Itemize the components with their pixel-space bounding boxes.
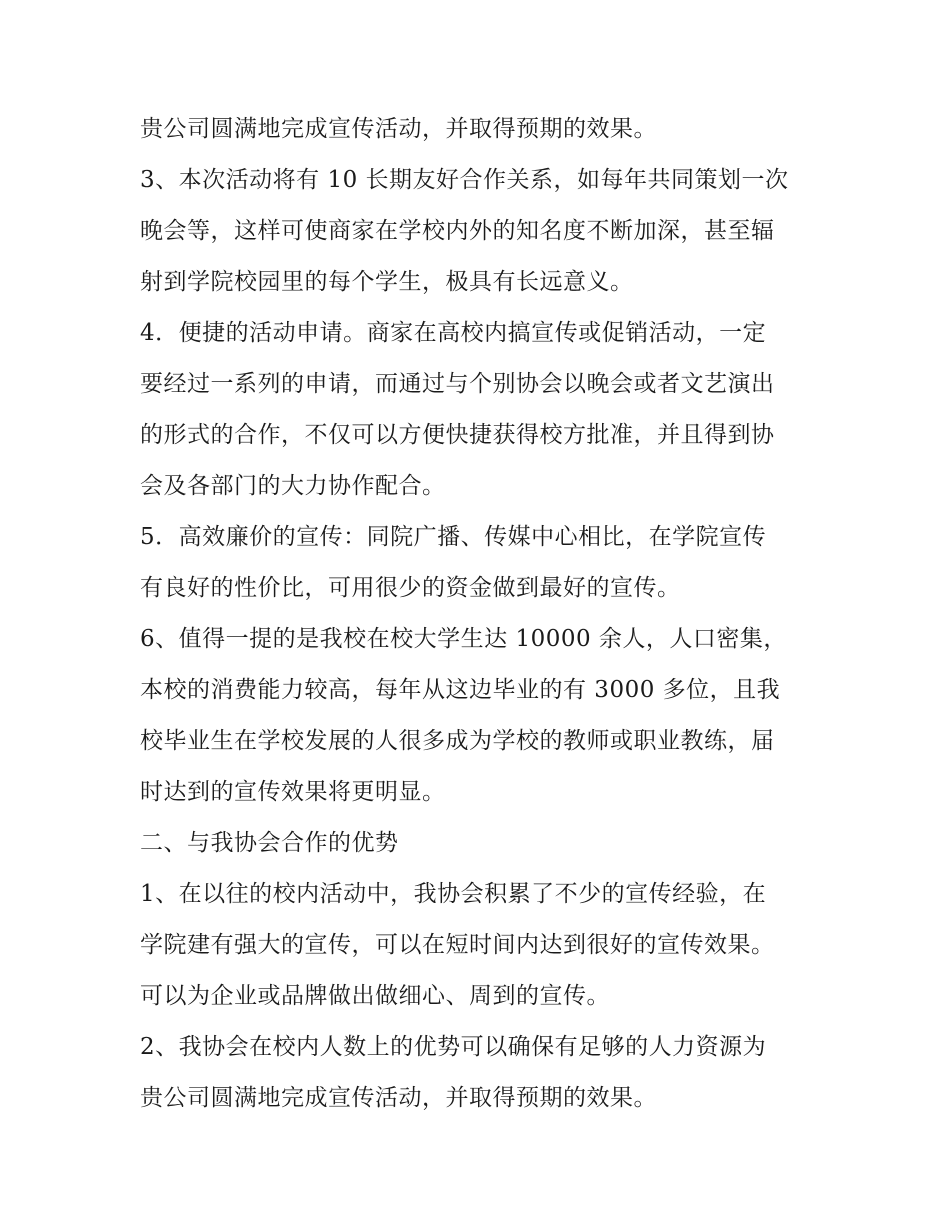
text-line: 5．高效廉价的宣传：同院广播、传媒中心相比，在学院宣传 xyxy=(140,524,767,550)
document-body xyxy=(140,104,830,1124)
text-line: 时达到的宣传效果将更明显。 xyxy=(140,779,446,805)
text-line: 可以为企业或品牌做出做细心、周到的宣传。 xyxy=(140,983,610,1009)
section-heading: 二、与我协会合作的优势 xyxy=(140,830,399,856)
text-line: 贵公司圆满地完成宣传活动，并取得预期的效果。 xyxy=(140,1085,657,1111)
text-line: 射到学院校园里的每个学生，极具有长远意义。 xyxy=(140,269,634,295)
text-line: 4．便捷的活动申请。商家在高校内搞宣传或促销活动，一定 xyxy=(140,320,767,346)
text-line: 校毕业生在学校发展的人很多成为学校的教师或职业教练，届 xyxy=(140,728,775,754)
text-line: 会及各部门的大力协作配合。 xyxy=(140,473,446,499)
text-line: 1、在以往的校内活动中，我协会积累了不少的宣传经验，在 xyxy=(140,881,767,907)
text-line: 贵公司圆满地完成宣传活动，并取得预期的效果。 xyxy=(140,116,657,142)
text-line: 要经过一系列的申请，而通过与个别协会以晚会或者文艺演出 xyxy=(140,371,775,397)
text-line: 3、本次活动将有 10 长期友好合作关系，如每年共同策划一次 xyxy=(140,167,789,193)
text-line: 的形式的合作，不仅可以方便快捷获得校方批准，并且得到协 xyxy=(140,422,775,448)
text-line: 2、我协会在校内人数上的优势可以确保有足够的人力资源为 xyxy=(140,1034,767,1060)
text-line: 学院建有强大的宣传，可以在短时间内达到很好的宣传效果。 xyxy=(140,932,775,958)
text-line: 6、值得一提的是我校在校大学生达 10000 余人，人口密集， xyxy=(140,626,787,652)
text-line: 本校的消费能力较高，每年从这边毕业的有 3000 多位，且我 xyxy=(140,677,781,703)
text-line: 晚会等，这样可使商家在学校内外的知名度不断加深，甚至辐 xyxy=(140,218,775,244)
text-line: 有良好的性价比，可用很少的资金做到最好的宣传。 xyxy=(140,575,681,601)
